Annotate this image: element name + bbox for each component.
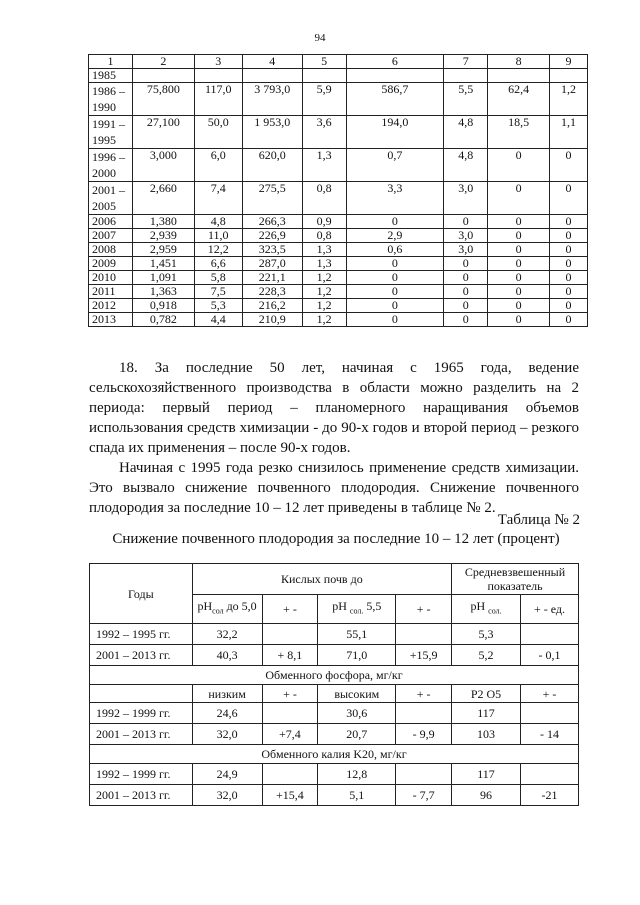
data-cell: 1,2 — [302, 285, 346, 299]
data-cell: 0 — [488, 271, 550, 285]
phosphorus-subheader: P2 O5 — [452, 685, 521, 703]
data-cell: 0 — [346, 313, 444, 327]
data-cell: 0 — [488, 215, 550, 229]
data-cell: 0 — [444, 299, 488, 313]
data-cell: 0 — [550, 313, 588, 327]
header-acid-soils: Кислых почв до — [192, 564, 451, 595]
data-cell: 210,9 — [242, 313, 302, 327]
data-cell: 0 — [444, 257, 488, 271]
table-row — [90, 624, 579, 645]
subheader-ph: pH $_{сол.}$ — [452, 595, 521, 624]
phosphorus-subheader: низким — [192, 685, 262, 703]
data-cell: 96 — [452, 785, 521, 806]
year-cell: 1986 – 1990 — [89, 83, 133, 116]
data-cell: 71,0 — [318, 645, 396, 666]
data-cell: 0 — [346, 299, 444, 313]
data-cell — [194, 69, 242, 83]
data-cell: 0 — [550, 215, 588, 229]
table-row — [90, 645, 579, 666]
data-cell: 0 — [550, 243, 588, 257]
column-number: 4 — [242, 55, 302, 69]
data-cell: 40,3 — [192, 645, 262, 666]
text-block — [89, 358, 579, 518]
column-number: 3 — [194, 55, 242, 69]
table-row — [89, 243, 588, 257]
data-cell: 226,9 — [242, 229, 302, 243]
data-cell: 0 — [346, 215, 444, 229]
data-cell: - 7,7 — [396, 785, 452, 806]
period-cell: 2001 – 2013 гг. — [90, 645, 193, 666]
data-cell — [520, 764, 578, 785]
data-cell — [520, 703, 578, 724]
data-cell: 7,5 — [194, 285, 242, 299]
data-cell — [520, 624, 578, 645]
data-cell: 12,8 — [318, 764, 396, 785]
period-cell: 1992 – 1995 гг. — [90, 624, 193, 645]
table-row — [89, 83, 588, 116]
data-cell: 0 — [444, 215, 488, 229]
data-cell: 2,9 — [346, 229, 444, 243]
data-cell: 5,1 — [318, 785, 396, 806]
data-cell: 287,0 — [242, 257, 302, 271]
paragraph-18: 18. За последние 50 лет, начиная с 1965 года, ведение сельскохозяйственного производства в области можно разделить на 2 периода: первый период – планомерного наращивания объемов использования средств химизации - до 90-х годов и второй период – резкого спада их применения – после 90-х годов. — [89, 360, 579, 456]
data-cell: 32,0 — [192, 724, 262, 745]
phosphorus-subheader-row — [90, 685, 579, 703]
data-cell — [242, 69, 302, 83]
data-cell: - 9,9 — [396, 724, 452, 745]
year-cell: 1996 – 2000 — [89, 149, 133, 182]
page-number: 94 — [314, 32, 326, 44]
subheader-ph-55: pH $_{сол.}$ 5,5 — [318, 595, 396, 624]
data-cell: 1,363 — [132, 285, 194, 299]
table-row — [89, 299, 588, 313]
data-cell: 62,4 — [488, 83, 550, 116]
table-row — [90, 703, 579, 724]
table-row — [89, 182, 588, 215]
data-cell: - 0,1 — [520, 645, 578, 666]
data-cell: 0,8 — [302, 229, 346, 243]
header-row — [89, 55, 588, 69]
data-cell: + 8,1 — [262, 645, 318, 666]
data-cell: 0 — [550, 182, 588, 215]
period-cell: 1992 – 1999 гг. — [90, 703, 193, 724]
year-cell: 2009 — [89, 257, 133, 271]
data-cell: 1,2 — [550, 83, 588, 116]
table-row — [90, 785, 579, 806]
data-cell: - 14 — [520, 724, 578, 745]
data-cell — [488, 69, 550, 83]
table-row — [89, 257, 588, 271]
data-cell: 5,5 — [444, 83, 488, 116]
data-cell — [550, 69, 588, 83]
data-cell: 103 — [452, 724, 521, 745]
data-cell: 216,2 — [242, 299, 302, 313]
data-cell: 55,1 — [318, 624, 396, 645]
column-number: 8 — [488, 55, 550, 69]
data-cell: 228,3 — [242, 285, 302, 299]
table-number: Таблица № 2 — [497, 512, 580, 528]
column-number: 9 — [550, 55, 588, 69]
statistics-table — [88, 54, 588, 327]
data-cell: 0 — [488, 285, 550, 299]
phosphorus-subheader: высоким — [318, 685, 396, 703]
data-cell: 0 — [550, 149, 588, 182]
data-cell: 1 953,0 — [242, 116, 302, 149]
data-cell: 1,380 — [132, 215, 194, 229]
data-cell: 75,800 — [132, 83, 194, 116]
data-cell: 12,2 — [194, 243, 242, 257]
table-row — [90, 724, 579, 745]
column-number: 2 — [132, 55, 194, 69]
data-cell — [262, 624, 318, 645]
data-cell: 0 — [444, 271, 488, 285]
data-cell: 1,451 — [132, 257, 194, 271]
data-cell: 221,1 — [242, 271, 302, 285]
data-cell: 4,8 — [444, 149, 488, 182]
data-cell: 0,7 — [346, 149, 444, 182]
subheader-change: + - — [262, 595, 318, 624]
data-cell: 194,0 — [346, 116, 444, 149]
column-number: 7 — [444, 55, 488, 69]
data-cell: 1,1 — [550, 116, 588, 149]
data-cell: 30,6 — [318, 703, 396, 724]
period-cell: 1992 – 1999 гг. — [90, 764, 193, 785]
data-cell: 0 — [346, 257, 444, 271]
data-cell: 0 — [488, 299, 550, 313]
data-cell: 27,100 — [132, 116, 194, 149]
data-cell: 1,3 — [302, 149, 346, 182]
data-cell: 0 — [488, 243, 550, 257]
table-row — [89, 271, 588, 285]
table-row — [89, 285, 588, 299]
data-cell: 5,2 — [452, 645, 521, 666]
data-cell: 32,2 — [192, 624, 262, 645]
data-cell: 50,0 — [194, 116, 242, 149]
data-cell: 0 — [488, 182, 550, 215]
paragraph-2: Начиная с 1995 года резко снизилось применение средств химизации. Это вызвало снижение почвенного плодородия. Снижение почвенного плодородия за последние 10 – 12 лет приведены в таблице № 2. — [89, 460, 579, 516]
table-row — [89, 116, 588, 149]
year-cell: 2006 — [89, 215, 133, 229]
data-cell: 3,3 — [346, 182, 444, 215]
data-cell: 0 — [550, 229, 588, 243]
data-cell: -21 — [520, 785, 578, 806]
data-cell: 0,8 — [302, 182, 346, 215]
data-cell: 4,4 — [194, 313, 242, 327]
data-cell: 3,0 — [444, 229, 488, 243]
data-cell — [346, 69, 444, 83]
data-cell: 3 793,0 — [242, 83, 302, 116]
phosphorus-subheader: + - — [520, 685, 578, 703]
data-cell: 24,9 — [192, 764, 262, 785]
data-cell — [302, 69, 346, 83]
empty-cell — [90, 685, 193, 703]
year-cell: 2011 — [89, 285, 133, 299]
data-cell — [132, 69, 194, 83]
table-row — [90, 764, 579, 785]
data-cell: 24,6 — [192, 703, 262, 724]
data-cell: 2,959 — [132, 243, 194, 257]
data-cell: 1,2 — [302, 313, 346, 327]
data-cell: 5,3 — [452, 624, 521, 645]
data-cell: 4,8 — [444, 116, 488, 149]
year-cell: 2008 — [89, 243, 133, 257]
subheader-ph-50: $pH_{сол}$ до 5,0 — [192, 595, 262, 624]
year-cell: 2007 — [89, 229, 133, 243]
data-cell: 6,0 — [194, 149, 242, 182]
data-cell: 32,0 — [192, 785, 262, 806]
data-cell: 3,6 — [302, 116, 346, 149]
header-weighted-index: Средневзвешенный показатель — [452, 564, 579, 595]
data-cell — [262, 703, 318, 724]
data-cell: 2,939 — [132, 229, 194, 243]
data-cell: 117 — [452, 703, 521, 724]
data-cell — [262, 764, 318, 785]
data-cell: 0 — [346, 271, 444, 285]
header-years: Годы — [90, 564, 193, 624]
data-cell: +15,9 — [396, 645, 452, 666]
data-cell: 3,000 — [132, 149, 194, 182]
table-row — [89, 215, 588, 229]
data-cell: 586,7 — [346, 83, 444, 116]
data-cell: 5,9 — [302, 83, 346, 116]
period-cell: 2001 – 2013 гг. — [90, 724, 193, 745]
year-cell: 2010 — [89, 271, 133, 285]
data-cell: 266,3 — [242, 215, 302, 229]
table-row — [89, 69, 588, 83]
data-cell: +15,4 — [262, 785, 318, 806]
data-cell: 4,8 — [194, 215, 242, 229]
data-cell: 0 — [550, 299, 588, 313]
data-cell — [396, 764, 452, 785]
section-phosphorus: Обменного фосфора, мг/кг — [90, 666, 579, 685]
data-cell: 20,7 — [318, 724, 396, 745]
year-cell: 1985 — [89, 69, 133, 83]
data-cell: 2,660 — [132, 182, 194, 215]
data-cell: 5,8 — [194, 271, 242, 285]
data-cell: 0 — [488, 149, 550, 182]
data-cell: 3,0 — [444, 182, 488, 215]
year-cell: 2013 — [89, 313, 133, 327]
data-cell — [396, 624, 452, 645]
data-cell: 1,2 — [302, 299, 346, 313]
year-cell: 2012 — [89, 299, 133, 313]
data-cell: 3,0 — [444, 243, 488, 257]
data-cell: 11,0 — [194, 229, 242, 243]
data-cell: 0 — [444, 285, 488, 299]
data-cell: 117 — [452, 764, 521, 785]
phosphorus-subheader: + - — [262, 685, 318, 703]
subheader-change: + - — [396, 595, 452, 624]
data-cell: 1,2 — [302, 271, 346, 285]
table-title: Снижение почвенного плодородия за последние 10 – 12 лет (процент) — [112, 531, 560, 547]
column-number: 1 — [89, 55, 133, 69]
data-cell: 0 — [550, 257, 588, 271]
soil-fertility-table — [89, 563, 579, 806]
table-row — [89, 149, 588, 182]
data-cell: 275,5 — [242, 182, 302, 215]
data-cell: 0 — [488, 313, 550, 327]
data-cell: 117,0 — [194, 83, 242, 116]
data-cell: 5,3 — [194, 299, 242, 313]
year-cell: 1991 – 1995 — [89, 116, 133, 149]
data-cell: 0 — [346, 285, 444, 299]
section-potassium: Обменного калия K20, мг/кг — [90, 745, 579, 764]
data-cell: 1,091 — [132, 271, 194, 285]
data-cell: 6,6 — [194, 257, 242, 271]
data-cell: 0 — [550, 271, 588, 285]
data-cell: 0 — [488, 229, 550, 243]
year-cell: 2001 – 2005 — [89, 182, 133, 215]
table-row — [89, 229, 588, 243]
phosphorus-subheader: + - — [396, 685, 452, 703]
data-cell: 7,4 — [194, 182, 242, 215]
data-cell: 1,3 — [302, 243, 346, 257]
data-cell: 1,3 — [302, 257, 346, 271]
data-cell: 0 — [444, 313, 488, 327]
table-row — [89, 313, 588, 327]
data-cell: +7,4 — [262, 724, 318, 745]
data-cell: 0 — [488, 257, 550, 271]
data-cell — [444, 69, 488, 83]
period-cell: 2001 – 2013 гг. — [90, 785, 193, 806]
data-cell: 323,5 — [242, 243, 302, 257]
subheader-change-units: + - ед. — [520, 595, 578, 624]
data-cell: 0 — [550, 285, 588, 299]
column-number: 5 — [302, 55, 346, 69]
column-number: 6 — [346, 55, 444, 69]
data-cell: 0,918 — [132, 299, 194, 313]
data-cell: 18,5 — [488, 116, 550, 149]
data-cell: 0,9 — [302, 215, 346, 229]
data-cell — [396, 703, 452, 724]
data-cell: 620,0 — [242, 149, 302, 182]
data-cell: 0,6 — [346, 243, 444, 257]
data-cell: 0,782 — [132, 313, 194, 327]
